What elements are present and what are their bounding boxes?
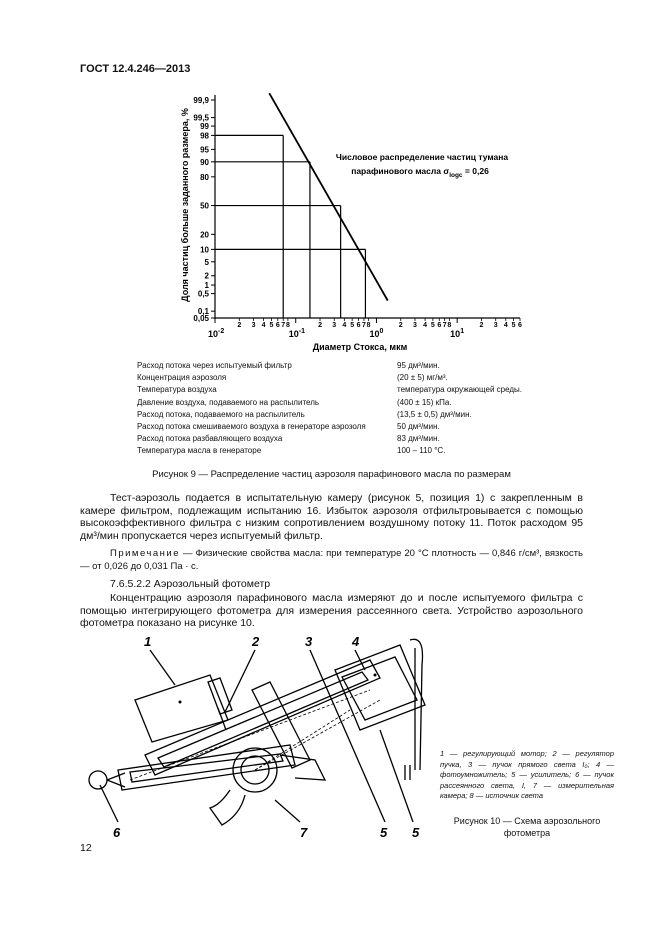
param-value: 100 – 110 °С. <box>397 446 446 456</box>
paragraph-test-aerosol: Тест-аэрозоль подается в испытательную камеру (рисунок 5, позиция 1) с закрепленным в камере фильтром, подлежащим испытанию 16. Избыток аэрозоля отфильтровывается с помощью высокоэффективного фильтра с низким сопротивлением воздушному потоку 11. Поток расходом 95 дм³/мин пропускается через испытуемый фильтр. <box>80 492 583 542</box>
note-text: — Физические свойства масла: при температуре 20 °С плотность — 0,846 г/см³, вязкость — от 0,026 до 0,031 Па · с. <box>80 548 583 572</box>
y-tick-label: 80 <box>200 172 209 182</box>
diagram-label-5b: 5 <box>412 825 420 840</box>
chart-title-subscript: logc <box>449 172 463 179</box>
param-name: Температура воздуха <box>137 385 217 395</box>
param-name: Давление воздуха, подаваемого на распылитель <box>137 397 320 407</box>
test-parameters-table <box>137 360 567 458</box>
param-row <box>137 421 567 433</box>
y-axis-label: Доля частиц больше заданного размера, % <box>180 108 190 302</box>
document-header: ГОСТ 12.4.246—2013 <box>80 63 191 75</box>
y-tick-label: 0,5 <box>197 289 209 299</box>
param-row <box>137 360 567 372</box>
x-major-tick-label <box>208 328 224 339</box>
y-tick-label: 10 <box>200 245 209 255</box>
y-tick-label: 99 <box>200 122 209 132</box>
x-minor-tick-label: 8 <box>447 322 452 329</box>
x-minor-tick-label: 3 <box>332 322 337 329</box>
param-row <box>137 384 567 396</box>
param-name: Концентрация аэрозоля <box>137 373 227 383</box>
param-value: 95 дм³/мин. <box>397 361 440 370</box>
y-tick-label: 2 <box>204 271 209 281</box>
x-minor-tick-label: 6 <box>518 322 522 329</box>
y-tick-label: 50 <box>200 201 209 211</box>
y-tick-label: 95 <box>200 145 209 155</box>
param-name: Расход потока, подаваемого на распылитель <box>137 409 305 419</box>
x-minor-tick-label: 5 <box>430 322 435 329</box>
x-minor-tick-label: 4 <box>503 322 508 329</box>
param-row <box>137 397 567 409</box>
diagram-label-6: 6 <box>113 825 121 840</box>
x-major-tick-label <box>450 328 464 339</box>
x-major-tick-label <box>369 328 383 339</box>
param-value: (13,5 ± 0,5) дм³/мин. <box>397 409 472 419</box>
x-minor-tick-label: 8 <box>366 322 371 329</box>
x-tick-base: 10 <box>208 329 219 339</box>
x-minor-tick-label: 5 <box>350 322 355 329</box>
figure-10-caption: Рисунок 10 — Схема аэрозольного фотометра <box>453 816 601 838</box>
x-minor-tick-label: 4 <box>423 322 428 329</box>
x-minor-tick-label: 7 <box>361 322 366 329</box>
x-major-tick-label <box>289 328 305 339</box>
param-name: Расход потока разбавляющего воздуха <box>137 434 283 444</box>
param-value: 50 дм³/мин. <box>397 422 440 432</box>
x-minor-tick-label: 6 <box>356 322 361 329</box>
x-minor-tick-label: 2 <box>479 322 484 329</box>
chart-title-line1: Числовое распределение частиц тумана <box>335 152 509 162</box>
x-axis-label: Диаметр Стокса, мкм <box>312 342 408 352</box>
x-minor-tick-label: 6 <box>437 322 442 329</box>
param-value: 83 дм³/мин. <box>397 434 440 444</box>
y-tick-label: 99,9 <box>193 96 209 105</box>
diagram-label-1: 1 <box>144 634 152 649</box>
x-minor-tick-label: 7 <box>281 322 286 329</box>
x-tick-base: 10 <box>288 329 299 339</box>
y-tick-label: 0,05 <box>193 314 209 323</box>
x-minor-tick-label: 2 <box>398 322 403 329</box>
page-number: 12 <box>80 842 92 854</box>
param-value: (20 ± 5) мг/м³. <box>397 373 448 383</box>
paragraph-photometer: Концентрацию аэрозоля парафинового масла измеряют до и после испытуемого фильтра с помощью интегрирующего фотометра для измерения рассеянного света. Устройство аэрозольного фотометра показано на рисунке 10. <box>80 592 583 629</box>
x-tick-exponent: 1 <box>460 328 465 335</box>
x-minor-tick-label: 3 <box>493 322 498 329</box>
note-paragraph <box>80 548 583 573</box>
x-tick-exponent: -2 <box>218 328 225 335</box>
y-tick-label: 5 <box>204 257 209 267</box>
x-tick-base: 10 <box>369 329 380 339</box>
param-row <box>137 445 567 457</box>
x-minor-tick-label: 2 <box>318 322 322 329</box>
y-tick-label: 98 <box>200 131 209 141</box>
photometer-diagram <box>80 630 440 845</box>
diagram-label-7: 7 <box>300 825 308 840</box>
section-heading: 7.6.5.2.2 Аэрозольный фотометр <box>110 578 271 590</box>
figure-9-caption: Рисунок 9 — Распределение частиц аэрозоля парафинового масла по размерам <box>152 469 511 480</box>
y-tick-label: 20 <box>200 230 209 240</box>
y-tick-label: 99,5 <box>193 113 209 123</box>
x-minor-tick-label: 7 <box>442 322 447 329</box>
param-name: Расход потока через испытуемый фильтр <box>137 361 292 370</box>
chart-title-value: = 0,26 <box>462 166 489 176</box>
param-name: Расход потока смешиваемого воздуха в генераторе аэрозоля <box>137 422 366 432</box>
param-value: температура окружающей среды. <box>397 385 523 395</box>
x-minor-tick-label: 6 <box>275 322 280 329</box>
diagram-label-4: 4 <box>352 634 360 649</box>
x-tick-exponent: 0 <box>379 328 384 335</box>
param-row <box>137 372 567 384</box>
param-row <box>137 409 567 421</box>
y-tick-label: 90 <box>200 157 209 167</box>
x-minor-tick-label: 5 <box>511 322 516 329</box>
distribution-line <box>269 93 387 300</box>
x-tick-exponent: -1 <box>298 328 305 335</box>
x-minor-tick-label: 5 <box>269 322 274 329</box>
note-label: Примечание <box>110 548 180 559</box>
chart-title-main: парафинового масла σ <box>351 166 450 176</box>
y-tick-label: 1 <box>204 281 209 291</box>
x-minor-tick-label: 3 <box>251 322 256 329</box>
x-minor-tick-label: 3 <box>413 322 417 329</box>
param-row <box>137 433 567 445</box>
size-distribution-chart <box>0 0 661 360</box>
diagram-label-3: 3 <box>305 634 313 649</box>
x-minor-tick-label: 2 <box>237 322 242 329</box>
x-minor-tick-label: 8 <box>285 322 290 329</box>
param-value: (400 ± 15) кПа. <box>397 397 452 407</box>
figure-10-legend: 1 — регулирующий мотор; 2 — регулятор пучка, 3 — пучок прямого света I₀; 4 — фотоумножитель; 5 — усилитель; 6 — пучок рассеянного света, I, 7 — измерительная камера; 8 — источник света <box>440 749 614 800</box>
x-minor-tick-label: 4 <box>342 322 347 329</box>
diagram-label-2: 2 <box>252 634 260 649</box>
y-tick-label: 0,1 <box>197 307 209 317</box>
x-tick-base: 10 <box>450 329 461 339</box>
x-minor-tick-label: 4 <box>261 322 266 329</box>
chart-title-line2 <box>351 166 489 179</box>
param-name: Температура масла в генераторе <box>137 446 262 456</box>
diagram-label-5a: 5 <box>380 825 388 840</box>
